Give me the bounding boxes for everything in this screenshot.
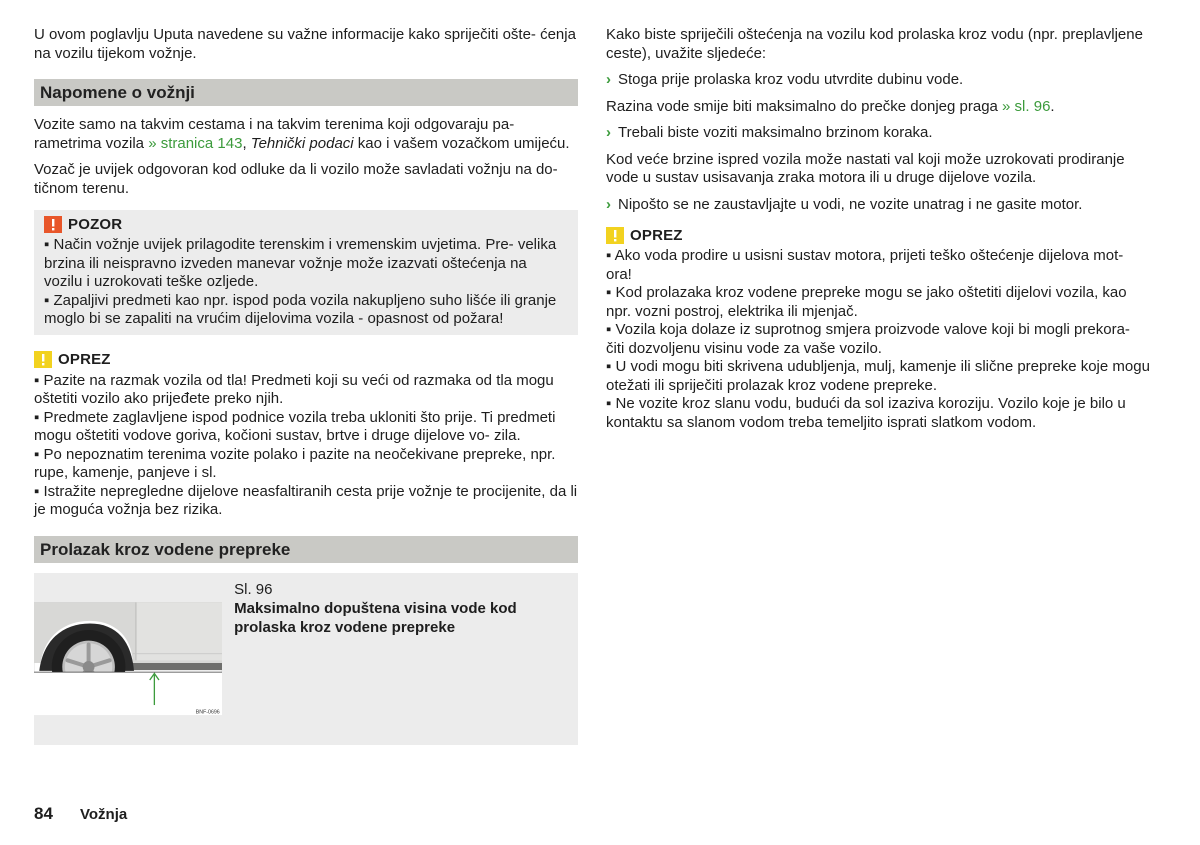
caution-exclamation-icon — [606, 227, 624, 244]
link-stranica-143[interactable]: » stranica 143 — [148, 134, 243, 152]
step-chevron-icon: › — [606, 71, 611, 88]
intro-paragraph: U ovom poglavlju Uputa navedene su važne informacije kako spriječiti ošte- ćenja na vozilu tijekom vožnje. — [34, 26, 576, 62]
oprez-item: ▪ Istražite nepregledne dijelove neasfaltiranih cesta prije vožnje te procijenite, da li je moguća vožnja bez rizika. — [34, 482, 578, 518]
oprez-item: ▪ Predmete zaglavljene ispod podnice vozila treba ukloniti što prije. Ti predmeti mogu oštetiti vodove goriva, kočioni sustav, brtve i druge dijelove vo- zila. — [34, 408, 556, 444]
paragraph-kako: Kako biste spriječili oštećenja na vozilu kod prolaska kroz vodu (npr. preplavljene ceste), uvažite sljedeće: — [606, 26, 1143, 62]
car-wheel-illustration — [34, 573, 222, 745]
oprez-item: ▪ Po nepoznatim terenima vozite polako i pazite na neočekivane prepreke, npr. rupe, kamenje, panjeve i sl. — [34, 445, 556, 481]
section-heading-prolazak: Prolazak kroz vodene prepreke — [34, 536, 578, 563]
pozor-item: ▪ Način vožnje uvijek prilagodite terenskim i vremenskim uvjetima. Pre- velika brzina ili neispravno izveden manevar vožnje može izazvati oštećenja na vozilu i uzrokovati teške ozljede. — [44, 236, 557, 290]
right-column — [606, 26, 1150, 432]
section-name: Vožnja — [80, 806, 128, 823]
pozor-label: POZOR — [68, 215, 123, 233]
pozor-item: ▪ Zapaljivi predmeti kao npr. ispod poda vozila nakupljeno suho lišće ili granje moglo bi se zapaliti na vrućim dijelovima vozila - opasnost od požara! — [44, 291, 557, 327]
paragraph-razina: Razina vode smije biti maksimalno do prečke donjeg praga » sl. 96. — [606, 97, 1055, 115]
section-heading-napomene: Napomene o vožnji — [34, 79, 578, 106]
action-step: › Nipošto se ne zaustavljajte u vodi, ne vozite unatrag i ne gasite motor. — [606, 195, 1083, 213]
paragraph-vozac: Vozač je uvijek odgovoran kod odluke da li vozilo može savladati vožnju na do- tičnom terenu. — [34, 161, 558, 197]
caution-exclamation-icon — [34, 351, 52, 368]
oprez-item: ▪ Ne vozite kroz slanu vodu, budući da sol izaziva koroziju. Vozilo koje je bilo u kontaktu sa slanom vodom treba temeljito isprati slatkom vodom. — [606, 395, 1126, 431]
action-step: › Stoga prije prolaska kroz vodu utvrdite dubinu vode. — [606, 71, 964, 88]
oprez-box-left — [34, 349, 578, 520]
paragraph-brzina: Kod veće brzine ispred vozila može nastati val koji može uzrokovati prodiranje vode u sustav usisavanja zraka motora ili u druge dijelove vozila. — [606, 150, 1125, 186]
oprez-item: ▪ U vodi mogu biti skrivena udubljenja, mulj, kamenje ili slične prepreke koje mogu otežati ili spriječiti prolazak kroz vodene prepreke. — [606, 358, 1150, 394]
figure-title: Maksimalno dopuštena visina vode kod prolaska kroz vodene prepreke — [234, 600, 517, 636]
oprez-label: OPREZ — [630, 226, 683, 244]
oprez-box-right — [606, 224, 1150, 432]
paragraph-vozite: Vozite samo na takvim cestama i na takvim terenima koji odgovaraju pa- rametrima vozila » stranica 143, Tehnički podaci kao i vašem vozačkom umijeću. — [34, 116, 570, 152]
oprez-item: ▪ Vozila koja dolaze iz suprotnog smjera proizvode valove koji bi mogli prekora- čiti dozvoljenu visinu vode za vaše vozilo. — [606, 321, 1130, 357]
page-footer — [34, 804, 127, 824]
step-chevron-icon: › — [606, 195, 611, 213]
figure-number: Sl. 96 — [234, 580, 273, 598]
action-step: › Trebali biste voziti maksimalno brzinom koraka. — [606, 124, 933, 141]
oprez-item: ▪ Ako voda prodire u usisni sustav motora, prijeti teško oštećenje dijelova mot- ora! — [606, 247, 1124, 283]
link-sl-96[interactable]: » sl. 96 — [1002, 97, 1051, 115]
oprez-item: ▪ Pazite na razmak vozila od tla! Predmeti koji su veći od razmaka od tla mogu oštetiti vozilo ako prijeđete preko njih. — [34, 371, 554, 407]
oprez-label: OPREZ — [58, 351, 111, 368]
pozor-box — [34, 210, 578, 335]
left-column — [34, 26, 578, 745]
warning-exclamation-icon — [44, 216, 62, 233]
step-chevron-icon: › — [606, 124, 611, 141]
page-number: 84 — [34, 804, 53, 823]
oprez-item: ▪ Kod prolazaka kroz vodene prepreke mogu se jako oštetiti dijelovi vozila, kao npr. vozni postroj, elektrika ili mjenjač. — [606, 284, 1127, 320]
figure-96 — [34, 573, 578, 745]
figure-code: BNF-0696 — [195, 709, 220, 716]
figure-caption — [222, 573, 578, 745]
